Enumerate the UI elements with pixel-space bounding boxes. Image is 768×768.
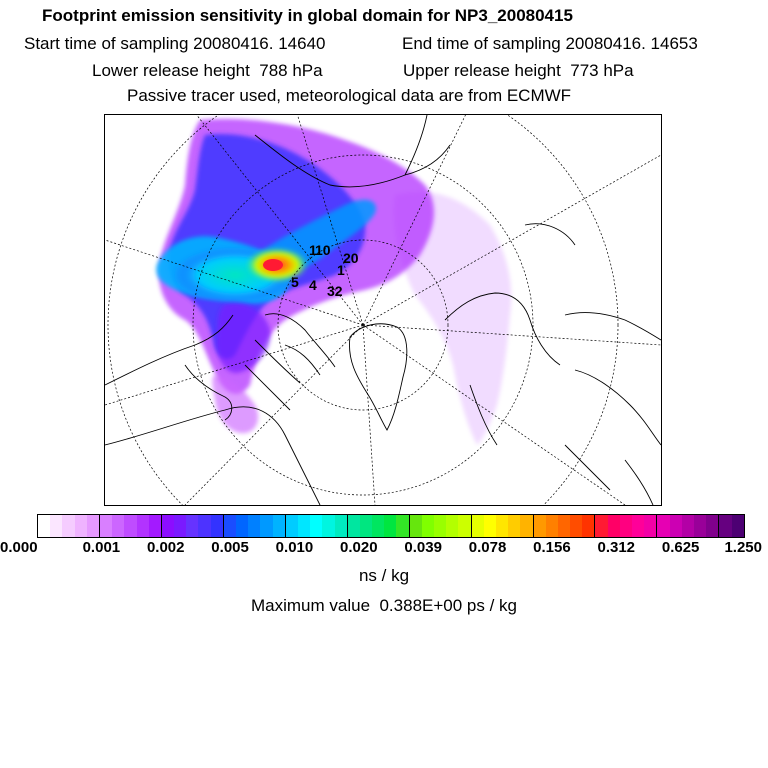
- tracer-info-label: Passive tracer used, meteorological data are from ECMWF: [127, 86, 572, 105]
- colorbar-swatch: [682, 515, 694, 537]
- colorbar-swatch: [50, 515, 62, 537]
- colorbar-swatch: [570, 515, 582, 537]
- colorbar-swatch: [112, 515, 124, 537]
- colorbar-swatch: [608, 515, 620, 537]
- colorbar-tick-label: 0.000: [0, 539, 38, 556]
- meridian: [363, 325, 661, 345]
- colorbar-swatch: [644, 515, 657, 537]
- colorbar-swatch: [236, 515, 248, 537]
- colorbar-swatch: [149, 515, 162, 537]
- colorbar-swatch: [260, 515, 272, 537]
- colorbar-swatch: [38, 515, 50, 537]
- colorbar-tick-label: 1.250: [724, 539, 762, 556]
- colorbar-swatch: [162, 515, 174, 537]
- footprint-hotspot-core: [263, 259, 283, 271]
- colorbar-swatch: [348, 515, 360, 537]
- footprint-field: [156, 119, 511, 445]
- colorbar-swatch: [422, 515, 434, 537]
- colorbar-swatch: [174, 515, 186, 537]
- colorbar-swatch: [286, 515, 298, 537]
- colorbar-swatch: [582, 515, 595, 537]
- colorbar-swatch: [508, 515, 520, 537]
- receptor-label: 1: [337, 262, 345, 278]
- colorbar-tick-label: 0.002: [146, 539, 185, 556]
- colorbar-swatch: [396, 515, 409, 537]
- upper-release-label: Upper release height 773 hPa: [403, 61, 634, 80]
- meridian: [363, 325, 375, 505]
- colorbar-swatch: [434, 515, 446, 537]
- colorbar-swatch: [372, 515, 384, 537]
- colorbar-swatch: [670, 515, 682, 537]
- colorbar-swatch: [558, 515, 570, 537]
- receptor-label: 32: [327, 283, 343, 299]
- colorbar-swatch: [384, 515, 396, 537]
- colorbar-swatch: [694, 515, 706, 537]
- colorbar-swatch: [458, 515, 471, 537]
- receptor-label: 1: [309, 242, 317, 258]
- figure-title: Footprint emission sensitivity in global domain for NP3_20080415: [42, 6, 573, 25]
- colorbar-swatch: [657, 515, 669, 537]
- colorbar-swatch: [484, 515, 496, 537]
- colorbar-swatch: [520, 515, 533, 537]
- colorbar-swatch: [472, 515, 484, 537]
- colorbar-swatch: [273, 515, 286, 537]
- colorbar-tick-label: 0.078: [468, 539, 507, 556]
- maximum-value-label: Maximum value 0.388E+00 ps / kg: [251, 596, 517, 615]
- colorbar-swatch: [87, 515, 100, 537]
- colorbar-swatch: [137, 515, 149, 537]
- eurasia-coast: [525, 224, 653, 505]
- colorbar-swatch: [534, 515, 546, 537]
- colorbar-swatch: [620, 515, 632, 537]
- colorbar: [37, 514, 745, 538]
- colorbar-swatch: [186, 515, 198, 537]
- receptor-label: 4: [309, 277, 317, 293]
- colorbar-swatch: [410, 515, 422, 537]
- colorbar-swatch: [100, 515, 112, 537]
- colorbar-tick-label: 0.156: [533, 539, 571, 556]
- colorbar-tick-label: 0.625: [661, 539, 700, 556]
- unit-label: ns / kg: [358, 566, 410, 585]
- receptor-label: 20: [343, 250, 359, 266]
- colorbar-swatch: [198, 515, 210, 537]
- polar-map: [105, 115, 661, 505]
- colorbar-swatch: [595, 515, 607, 537]
- receptor-label: 10: [315, 242, 331, 258]
- colorbar-swatch: [211, 515, 224, 537]
- colorbar-tick-label: 0.039: [404, 539, 442, 556]
- colorbar-swatch: [124, 515, 136, 537]
- colorbar-swatch: [360, 515, 372, 537]
- colorbar-swatch: [732, 515, 744, 537]
- colorbar-swatch: [546, 515, 558, 537]
- end-time-label: End time of sampling 20080416. 14653: [402, 34, 698, 53]
- receptor-label: 5: [291, 274, 299, 290]
- greenland-coast: [349, 324, 406, 430]
- colorbar-tick-label: 0.312: [597, 539, 636, 556]
- colorbar-swatch: [446, 515, 458, 537]
- colorbar-swatch: [75, 515, 87, 537]
- lower-release-label: Lower release height 788 hPa: [92, 61, 323, 80]
- colorbar-tick-label: 0.010: [275, 539, 314, 556]
- start-time-label: Start time of sampling 20080416. 14640: [24, 34, 326, 53]
- colorbar-swatch: [706, 515, 719, 537]
- colorbar-swatch: [310, 515, 322, 537]
- colorbar-swatch: [632, 515, 644, 537]
- colorbar-swatch: [298, 515, 310, 537]
- colorbar-swatch: [335, 515, 348, 537]
- colorbar-swatch: [62, 515, 74, 537]
- colorbar-swatch: [248, 515, 260, 537]
- north-america-coast: [105, 407, 320, 505]
- colorbar-tick-label: 0.020: [340, 539, 378, 556]
- colorbar-tick-label: 0.005: [211, 539, 249, 556]
- colorbar-swatch: [496, 515, 508, 537]
- colorbar-swatch: [224, 515, 236, 537]
- colorbar-swatch: [719, 515, 731, 537]
- colorbar-swatch: [322, 515, 334, 537]
- map-panel: [104, 114, 662, 506]
- colorbar-tick-label: 0.001: [82, 539, 121, 556]
- europe-coast: [565, 313, 661, 445]
